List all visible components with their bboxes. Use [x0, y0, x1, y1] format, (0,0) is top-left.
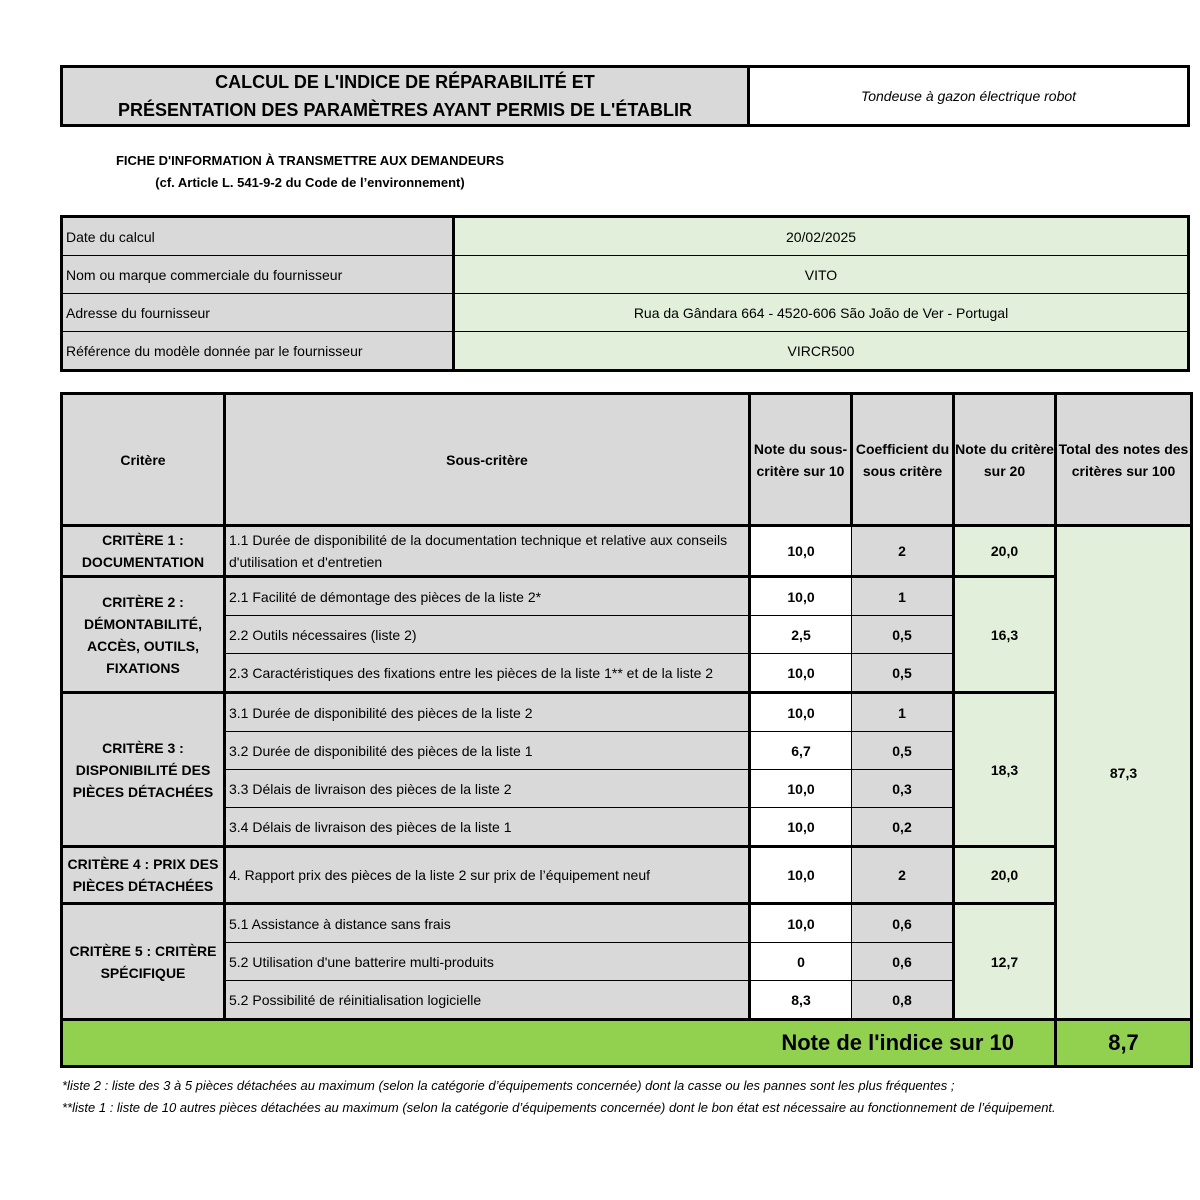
critere-1-score: 20,0 — [954, 526, 1056, 577]
sub-criterion-note: 10,0 — [750, 847, 852, 904]
footnote-liste-1: **liste 1 : liste de 10 autres pièces détachées au maximum (selon la catégorie d’équipements concernée) dont le bon état est nécessaire au fonctionnement de l’équipement. — [62, 1100, 1056, 1115]
page-title — [62, 67, 749, 126]
sub-criterion-label: 5.2 Utilisation d'une batterire multi-produits — [225, 943, 750, 981]
table-header-row — [62, 394, 1192, 526]
final-score-value: 8,7 — [1056, 1020, 1192, 1067]
sub-criterion-note: 0 — [750, 943, 852, 981]
title-line-2: PRÉSENTATION DES PARAMÈTRES AYANT PERMIS DE L'ÉTABLIR — [117, 100, 692, 120]
sub-criterion-coef: 0,3 — [852, 770, 954, 808]
critere-3-score: 18,3 — [954, 693, 1056, 847]
sub-criterion-note: 10,0 — [750, 526, 852, 577]
table-row — [62, 577, 1192, 616]
critere-2-name: CRITÈRE 2 : DÉMONTABILITÉ, ACCÈS, OUTILS, FIXATIONS — [62, 577, 225, 693]
info-value: Rua da Gândara 664 - 4520-606 São João de Ver - Portugal — [454, 294, 1189, 332]
info-label: Nom ou marque commerciale du fournisseur — [62, 256, 454, 294]
footnotes — [62, 1075, 1192, 1119]
sub-criterion-note: 10,0 — [750, 808, 852, 847]
fiche-information — [60, 150, 560, 194]
info-value: VITO — [454, 256, 1189, 294]
fiche-line-1: FICHE D'INFORMATION À TRANSMETTRE AUX DEMANDEURS — [115, 153, 505, 168]
sub-criterion-note: 2,5 — [750, 616, 852, 654]
info-label: Adresse du fournisseur — [62, 294, 454, 332]
critere-2-score: 16,3 — [954, 577, 1056, 693]
sub-criterion-note: 10,0 — [750, 693, 852, 732]
info-label: Date du calcul — [62, 217, 454, 256]
header-coefficient: Coefficient du sous critère — [852, 394, 954, 526]
final-score-row — [62, 1020, 1192, 1067]
sub-criterion-coef: 2 — [852, 526, 954, 577]
sub-criterion-label: 4. Rapport prix des pièces de la liste 2 sur prix de l’équipement neuf — [225, 847, 750, 904]
sub-criterion-label: 3.3 Délais de livraison des pièces de la liste 2 — [225, 770, 750, 808]
sub-criterion-coef: 0,5 — [852, 732, 954, 770]
sub-criterion-coef: 0,2 — [852, 808, 954, 847]
info-value: 20/02/2025 — [454, 217, 1189, 256]
critere-1-name: CRITÈRE 1 : DOCUMENTATION — [62, 526, 225, 577]
sub-criterion-coef: 1 — [852, 693, 954, 732]
repairability-table — [60, 392, 1193, 1068]
final-score-label: Note de l'indice sur 10 — [62, 1020, 1056, 1067]
table-row — [62, 693, 1192, 732]
header-critere: Critère — [62, 394, 225, 526]
sub-criterion-coef: 2 — [852, 847, 954, 904]
sub-criterion-label: 2.2 Outils nécessaires (liste 2) — [225, 616, 750, 654]
footnote-liste-2: *liste 2 : liste des 3 à 5 pièces détachées au maximum (selon la catégorie d’équipements concernée) dont la casse ou les pannes sont les plus fréquentes ; — [62, 1078, 955, 1093]
sub-criterion-note: 8,3 — [750, 981, 852, 1020]
critere-5-score: 12,7 — [954, 904, 1056, 1020]
table-row — [62, 526, 1192, 577]
sub-criterion-coef: 1 — [852, 577, 954, 616]
supplier-info-table — [60, 215, 1190, 372]
fiche-line-2: (cf. Article L. 541-9-2 du Code de l’environnement) — [155, 175, 465, 190]
header-sous-critere: Sous-critère — [225, 394, 750, 526]
sub-criterion-label: 3.1 Durée de disponibilité des pièces de la liste 2 — [225, 693, 750, 732]
critere-4-name: CRITÈRE 4 : PRIX DES PIÈCES DÉTACHÉES — [62, 847, 225, 904]
critere-3-name: CRITÈRE 3 : DISPONIBILITÉ DES PIÈCES DÉTACHÉES — [62, 693, 225, 847]
sub-criterion-label: 3.4 Délais de livraison des pièces de la liste 1 — [225, 808, 750, 847]
critere-5-name: CRITÈRE 5 : CRITÈRE SPÉCIFIQUE — [62, 904, 225, 1020]
sub-criterion-note: 10,0 — [750, 654, 852, 693]
sub-criterion-note: 6,7 — [750, 732, 852, 770]
sub-criterion-label: 2.3 Caractéristiques des fixations entre les pièces de la liste 1** et de la liste 2 — [225, 654, 750, 693]
total-score: 87,3 — [1056, 526, 1192, 1020]
sub-criterion-label: 1.1 Durée de disponibilité de la documentation technique et relative aux conseils d'utilisation et d'entretien — [225, 526, 750, 577]
sub-criterion-coef: 0,5 — [852, 616, 954, 654]
sub-criterion-note: 10,0 — [750, 770, 852, 808]
header-total: Total des notes des critères sur 100 — [1056, 394, 1192, 526]
info-row-date — [62, 217, 1189, 256]
sub-criterion-coef: 0,6 — [852, 943, 954, 981]
table-row — [62, 847, 1192, 904]
sub-criterion-note: 10,0 — [750, 904, 852, 943]
info-row-brand — [62, 256, 1189, 294]
sub-criterion-label: 5.1 Assistance à distance sans frais — [225, 904, 750, 943]
sub-criterion-label: 5.2 Possibilité de réinitialisation logicielle — [225, 981, 750, 1020]
header-note-critere: Note du critère sur 20 — [954, 394, 1056, 526]
header-note-sous-critere: Note du sous-critère sur 10 — [750, 394, 852, 526]
header-table — [60, 65, 1190, 127]
sub-criterion-label: 3.2 Durée de disponibilité des pièces de la liste 1 — [225, 732, 750, 770]
sub-criterion-coef: 0,6 — [852, 904, 954, 943]
info-value: VIRCR500 — [454, 332, 1189, 371]
sub-criterion-coef: 0,5 — [852, 654, 954, 693]
sub-criterion-label: 2.1 Facilité de démontage des pièces de la liste 2* — [225, 577, 750, 616]
table-row — [62, 904, 1192, 943]
sub-criterion-coef: 0,8 — [852, 981, 954, 1020]
critere-4-score: 20,0 — [954, 847, 1056, 904]
info-label: Référence du modèle donnée par le fournisseur — [62, 332, 454, 371]
info-row-address — [62, 294, 1189, 332]
info-row-reference — [62, 332, 1189, 371]
product-type: Tondeuse à gazon électrique robot — [749, 67, 1189, 126]
title-line-1: CALCUL DE L'INDICE DE RÉPARABILITÉ ET — [215, 72, 595, 92]
sub-criterion-note: 10,0 — [750, 577, 852, 616]
